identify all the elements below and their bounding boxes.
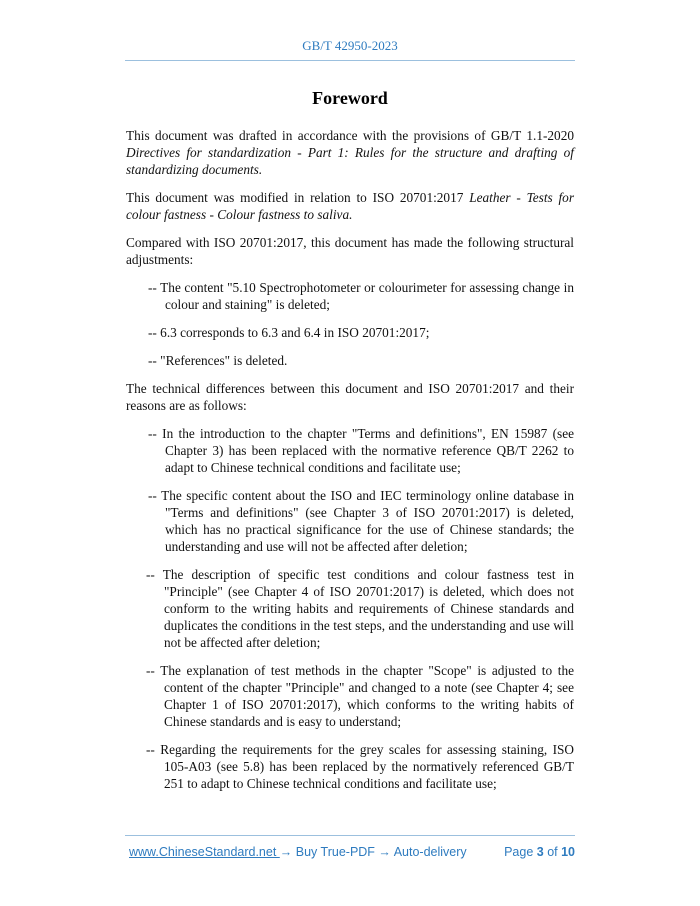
promo-text: → Buy True-PDF → Auto-delivery — [279, 845, 467, 859]
page-number — [504, 845, 575, 859]
list-item: -- "References" is deleted. — [148, 353, 288, 368]
paragraph-drafting — [126, 127, 574, 178]
list-item: -- The content "5.10 Spectrophotometer or colourimeter for assessing change in colour and staining" is deleted; — [148, 280, 574, 312]
paragraph-structural: Compared with ISO 20701:2017, this document has made the following structural adjustments: — [126, 235, 574, 267]
paragraph-text: This document was drafted in accordance with the provisions of GB/T 1.1-2020 — [126, 128, 574, 143]
list-item: -- Regarding the requirements for the grey scales for assessing staining, ISO 105-A03 (see 5.8) has been replaced by the normatively referenced GB/T 251 to adapt to Chinese technical conditions and facilitate use; — [146, 742, 574, 791]
list-item: -- In the introduction to the chapter "Terms and definitions", EN 15987 (see Chapter 3) has been replaced with the normative reference QB/T 2262 to adapt to Chinese technical conditions and facilitate use; — [148, 426, 574, 475]
page-label: Page — [504, 845, 537, 859]
paragraph-text: This document was modified in relation to ISO 20701:2017 — [126, 190, 470, 205]
header-divider — [125, 60, 575, 61]
header-doc-number: GB/T 42950-2023 — [302, 38, 398, 53]
footer-promo — [129, 845, 467, 859]
page-total: 10 — [561, 845, 575, 859]
document-body — [126, 127, 574, 803]
footer-divider — [125, 835, 575, 836]
footer — [129, 845, 575, 859]
website-link[interactable]: www.ChineseStandard.net — [129, 845, 280, 859]
list-item: -- 6.3 corresponds to 6.3 and 6.4 in ISO 20701:2017; — [148, 325, 430, 340]
list-item: -- The explanation of test methods in the chapter "Scope" is adjusted to the content of the chapter "Principle" and changed to a note (see Chapter 4; see Chapter 1 of ISO 20701:2017), which conforms to the writing habits of Chinese standards and is easy to understand; — [146, 663, 574, 729]
italic-title: Leather - Tests for colour fastness - Colour fastness to saliva. — [126, 190, 575, 222]
page-of: of — [543, 845, 562, 859]
paragraph-technical: The technical differences between this document and ISO 20701:2017 and their reasons are as follows: — [126, 381, 574, 413]
page-current: 3 — [536, 845, 544, 859]
italic-title: Directives for standardization - Part 1: Rules for the structure and drafting of standardizing documents. — [126, 145, 574, 177]
list-item: -- The description of specific test conditions and colour fastness test in "Principle" (see Chapter 4 of ISO 20701:2017) is deleted, which does not conform to the writing habits and requirements of Chinese standards and duplicates the conditions in the test steps, and the understanding and use will not be affected after deletion; — [146, 567, 574, 650]
page-title: Foreword — [312, 88, 388, 108]
paragraph-modified — [126, 189, 574, 223]
list-item: -- The specific content about the ISO and IEC terminology online database in "Terms and definitions" (see Chapter 3 of ISO 20701:2017) is deleted, which has no practical significance for the use of Chinese standards; the understanding and use will not be affected after deletion; — [148, 488, 574, 554]
